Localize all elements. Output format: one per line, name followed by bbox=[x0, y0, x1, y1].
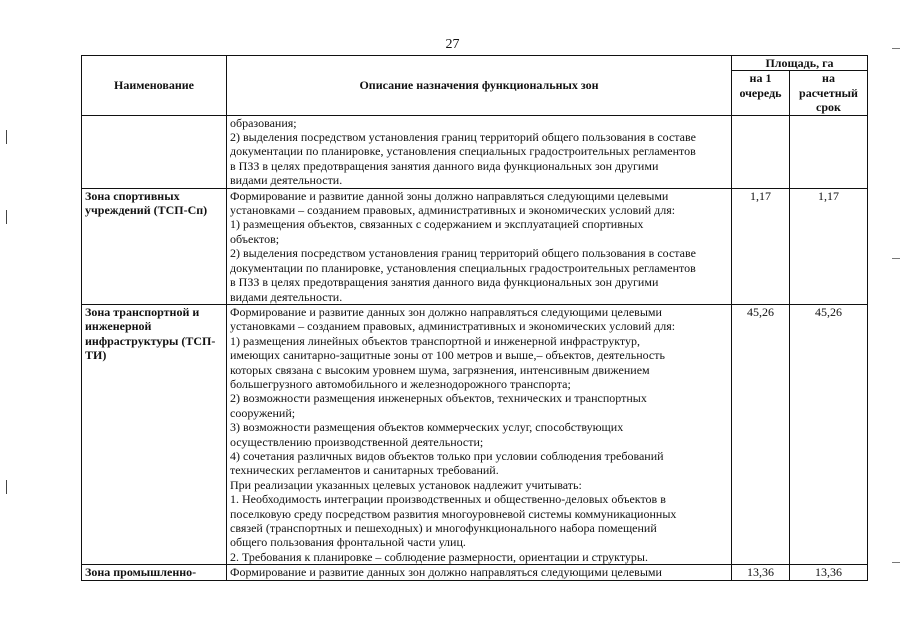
description-line: 3) возможности размещения объектов коммерческих услуг, способствующих bbox=[230, 420, 624, 435]
description-line: объектов; bbox=[230, 231, 280, 246]
description-line: установками – созданием правовых, административных и экономических условий для: bbox=[230, 203, 676, 218]
table-body bbox=[82, 115, 868, 580]
description-line: документации по планировке, установления специальных градостроительных регламентов bbox=[230, 144, 696, 159]
description-line: Формирование и развитие данных зон должно направляться следующими целевыми bbox=[230, 304, 662, 319]
description-line: При реализации указанных целевых установок надлежит учитывать: bbox=[230, 477, 582, 492]
description-line: документации по планировке, установления специальных градостроительных регламентов bbox=[230, 260, 696, 275]
description-line: Формирование и развитие данной зоны должно направляться следующими целевыми bbox=[230, 188, 669, 203]
description-line: технических регламентов и санитарных требований. bbox=[230, 463, 499, 478]
area-estimated-term bbox=[790, 115, 868, 188]
description-line: 2) выделения посредством установления границ территорий общего пользования в составе bbox=[230, 130, 696, 145]
left-margin-mark bbox=[6, 130, 7, 144]
header-area: Площадь, га bbox=[732, 56, 868, 71]
zone-description bbox=[227, 115, 732, 188]
table-row bbox=[82, 304, 868, 564]
description-line: осуществлению производственной деятельности; bbox=[230, 434, 484, 449]
description-line: сооружений; bbox=[230, 405, 296, 420]
description-line: 2) возможности размещения инженерных объектов, технических и транспортных bbox=[230, 391, 647, 406]
description-line: в ПЗЗ в целях предотвращения занятия данного вида функциональных зон другими bbox=[230, 158, 659, 173]
area-estimated-term: 1,17 bbox=[790, 188, 868, 304]
zones-table bbox=[81, 55, 868, 581]
table-row bbox=[82, 188, 868, 304]
description-line: Формирование и развитие данных зон должно направляться следующими целевыми bbox=[230, 565, 662, 580]
left-margin-mark bbox=[6, 210, 7, 224]
area-estimated-term: 13,36 bbox=[790, 565, 868, 580]
header-first-stage: на 1 очередь bbox=[732, 71, 790, 115]
description-line: общего пользования фронтальной части улиц. bbox=[230, 535, 466, 550]
page-number: 27 bbox=[445, 37, 460, 52]
header-description: Описание назначения функциональных зон bbox=[227, 56, 732, 116]
zone-name: Зона спортивных учреждений (ТСП-Сп) bbox=[82, 188, 227, 304]
description-line: поселковую среду посредством развития многоуровневой системы коммуникационных bbox=[230, 506, 677, 521]
description-line: в ПЗЗ в целях предотвращения занятия данного вида функциональных зон другими bbox=[230, 275, 659, 290]
area-first-stage: 45,26 bbox=[732, 304, 790, 564]
description-line: видами деятельности. bbox=[230, 289, 343, 304]
description-line: имеющих санитарно-защитные зоны от 100 метров и выше,– объектов, деятельность bbox=[230, 348, 665, 363]
area-first-stage: 1,17 bbox=[732, 188, 790, 304]
description-line: связей (транспортных и пешеходных) и многофункционального набора помещений bbox=[230, 521, 657, 535]
area-first-stage bbox=[732, 115, 790, 188]
description-line: 2. Требования к планировке – соблюдение размерности, ориентации и структуры. bbox=[230, 549, 648, 564]
description-line: видами деятельности. bbox=[230, 173, 343, 188]
table-row bbox=[82, 115, 868, 188]
description-line: 1) размещения линейных объектов транспортной и инженерной инфраструктур, bbox=[230, 333, 640, 348]
description-line: которых связана с высоким уровнем шума, загрязнения, интенсивным движением bbox=[230, 362, 650, 377]
zone-name: Зона промышленно- bbox=[82, 565, 227, 580]
zone-name bbox=[82, 115, 227, 188]
description-line: 1. Необходимость интеграции производственных и общественно-деловых объектов в bbox=[230, 492, 666, 507]
header-estimated-term: на расчетный срок bbox=[790, 71, 868, 115]
table-row bbox=[82, 565, 868, 580]
description-line: 1) размещения объектов, связанных с содержанием и эксплуатацией спортивных bbox=[230, 217, 644, 232]
description-line: установками – созданием правовых, административных и экономических условий для: bbox=[230, 319, 676, 334]
description-line: 2) выделения посредством установления границ территорий общего пользования в составе bbox=[230, 246, 696, 261]
right-edge-mark bbox=[892, 562, 900, 563]
description-line: большегрузного автомобильного и железнодорожного транспорта; bbox=[230, 376, 571, 391]
description-line: образования; bbox=[230, 115, 297, 130]
right-edge-mark bbox=[892, 48, 900, 49]
zone-name: Зона транспортной и инженерной инфраструктуры (ТСП-ТИ) bbox=[82, 304, 227, 564]
left-margin-mark bbox=[6, 480, 7, 494]
zone-description bbox=[227, 304, 732, 564]
area-first-stage: 13,36 bbox=[732, 565, 790, 580]
zone-description bbox=[227, 188, 732, 304]
area-estimated-term: 45,26 bbox=[790, 304, 868, 564]
zone-description bbox=[227, 565, 732, 580]
right-edge-mark bbox=[892, 258, 900, 259]
description-line: 4) сочетания различных видов объектов только при условии соблюдения требований bbox=[230, 448, 664, 463]
header-name: Наименование bbox=[82, 56, 227, 116]
